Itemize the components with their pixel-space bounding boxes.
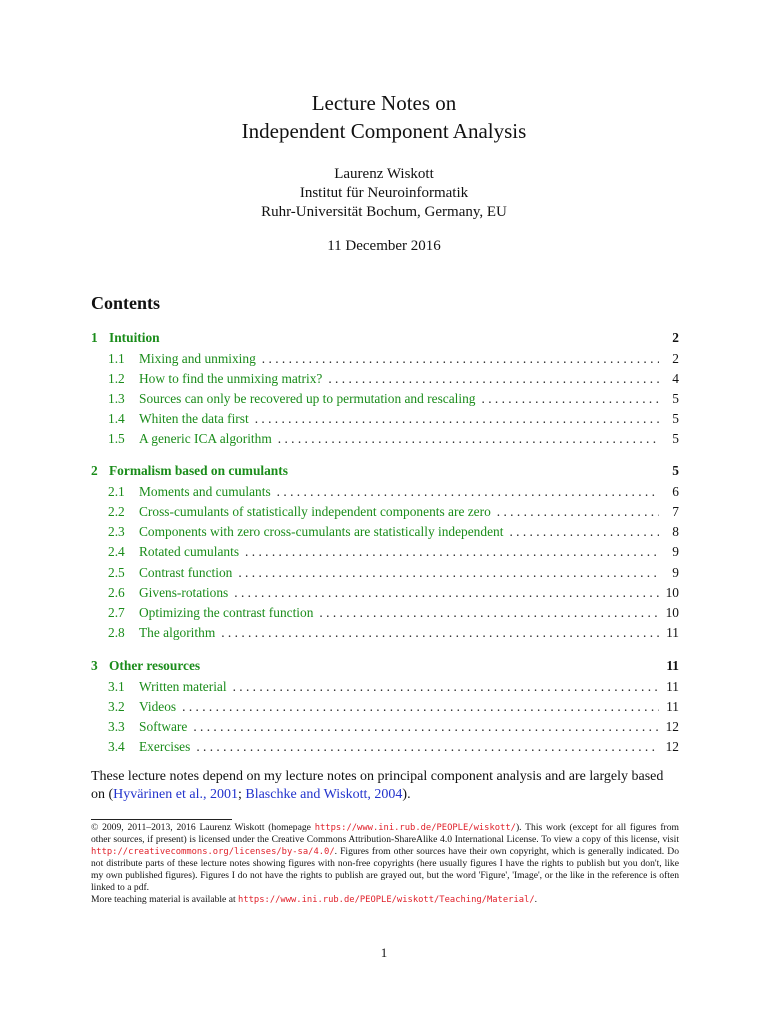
citation-blaschke[interactable]: Blaschke and Wiskott, 2004	[245, 787, 403, 802]
toc-leader	[234, 584, 659, 602]
toc-leader	[182, 698, 659, 716]
toc-number: 2	[91, 463, 98, 478]
toc-section-2[interactable]	[91, 462, 679, 480]
toc-leader	[233, 678, 659, 696]
toc-number: 3.4	[108, 739, 125, 754]
toc-link[interactable]: Givens-rotations	[139, 585, 229, 600]
toc-entry-1-1[interactable]	[91, 350, 679, 368]
toc-entry-2-8[interactable]	[91, 624, 679, 642]
toc-section-1[interactable]	[91, 329, 679, 347]
toc-leader	[262, 350, 659, 368]
footnote-teaching: More teaching material is available at	[91, 894, 239, 905]
toc-number: 2.4	[108, 544, 125, 559]
toc-page: 12	[665, 719, 679, 734]
toc-number: 1.3	[108, 391, 125, 406]
toc-number: 2.6	[108, 585, 125, 600]
affiliation-institute: Institut für Neuroinformatik	[299, 185, 469, 201]
toc-number: 1.1	[108, 351, 125, 366]
footnote-rule	[91, 819, 232, 820]
toc-entry-1-2[interactable]	[91, 370, 679, 388]
toc-number: 1.2	[108, 371, 125, 386]
toc-entry-1-3[interactable]	[91, 390, 679, 408]
toc-page: 5	[672, 411, 679, 426]
toc-page: 11	[666, 658, 679, 673]
toc-number: 3	[91, 658, 98, 673]
intro-text: These lecture notes depend on my lecture notes on principal component analysis and are largely based on	[91, 769, 664, 802]
author-name: Laurenz Wiskott	[334, 166, 434, 182]
toc-link[interactable]: Other resources	[109, 658, 201, 673]
toc-link[interactable]: Sources can only be recovered up to permutation and rescaling	[139, 391, 476, 406]
toc-number: 1	[91, 330, 98, 345]
toc-entry-1-5[interactable]	[91, 430, 679, 448]
toc-page: 11	[666, 679, 679, 694]
toc-entry-2-4[interactable]	[91, 543, 679, 561]
toc-leader	[277, 483, 659, 501]
contents-heading: Contents	[91, 293, 161, 313]
toc-number: 2.3	[108, 524, 125, 539]
toc-link[interactable]: Contrast function	[139, 565, 233, 580]
toc-leader	[196, 738, 659, 756]
footnote-figures-note: . Figures from other sources have their own copyright, which is generally indicated. Do not distribute parts of these lecture notes showing figures with non-free copyrights (here usually figures I have the rights to publish but you don't, like my own published figures). Figures I do not have the rights to publish are grayed out, but the word 'Figure', 'Image', or the like in the reference is often linked to a pdf.	[91, 846, 679, 893]
toc-entry-2-5[interactable]	[91, 564, 679, 582]
toc-link[interactable]: Formalism based on cumulants	[109, 463, 288, 478]
toc-leader	[255, 410, 659, 428]
document-date: 11 December 2016	[327, 238, 441, 254]
footnote-copyright: © 2009, 2011–2013, 2016 Laurenz Wiskott (homepage	[91, 822, 315, 833]
toc-entry-3-3[interactable]	[91, 718, 679, 736]
toc-entry-3-1[interactable]	[91, 678, 679, 696]
toc-link[interactable]: Rotated cumulants	[139, 544, 240, 559]
title-line-2: Independent Component Analysis	[241, 119, 527, 143]
footnote-license: ). This work (except for all figures from other sources, if present) is licensed under the Creative Commons Attribution-ShareAlike 4.0 International License. To view a copy of this license, visit	[91, 822, 679, 845]
toc-link[interactable]: How to find the unmixing matrix?	[139, 371, 323, 386]
toc-number: 2.5	[108, 565, 125, 580]
toc-page: 5	[672, 391, 679, 406]
toc-leader	[319, 604, 659, 622]
toc-entry-2-7[interactable]	[91, 604, 679, 622]
homepage-url-link[interactable]: https://www.ini.rub.de/PEOPLE/wiskott/	[314, 823, 516, 833]
toc-leader	[245, 543, 659, 561]
toc-number: 3.3	[108, 719, 125, 734]
toc-page: 10	[665, 585, 679, 600]
toc-entry-1-4[interactable]	[91, 410, 679, 428]
footnote-end: .	[534, 894, 538, 905]
toc-page: 10	[665, 605, 679, 620]
toc-page: 2	[672, 351, 679, 366]
closing-paren: ).	[402, 787, 411, 802]
toc-page: 6	[672, 484, 679, 499]
toc-page: 7	[672, 504, 679, 519]
toc-link[interactable]: Optimizing the contrast function	[139, 605, 314, 620]
toc-section-3[interactable]	[91, 657, 679, 675]
toc-page: 5	[672, 431, 679, 446]
toc-link[interactable]: A generic ICA algorithm	[139, 431, 272, 446]
toc-link[interactable]: Cross-cumulants of statistically independent components are zero	[139, 504, 491, 519]
toc-number: 2.2	[108, 504, 125, 519]
toc-entry-3-2[interactable]	[91, 698, 679, 716]
footnote	[91, 822, 679, 906]
toc-link[interactable]: Mixing and unmixing	[139, 351, 256, 366]
toc-entry-3-4[interactable]	[91, 738, 679, 756]
toc-page: 11	[666, 699, 679, 714]
toc-leader	[328, 370, 659, 388]
toc-entry-2-6[interactable]	[91, 584, 679, 602]
citation-separator: ;	[237, 787, 246, 802]
teaching-url-link[interactable]: https://www.ini.rub.de/PEOPLE/wiskott/Teaching/Material/	[238, 895, 535, 905]
toc-number: 1.5	[108, 431, 125, 446]
toc-link[interactable]: Videos	[139, 699, 177, 714]
toc-link[interactable]: The algorithm	[139, 625, 216, 640]
toc-number: 1.4	[108, 411, 125, 426]
toc-entry-2-1[interactable]	[91, 483, 679, 501]
affiliation-university: Ruhr-Universität Bochum, Germany, EU	[261, 204, 507, 220]
toc-leader	[482, 390, 659, 408]
toc-number: 2.7	[108, 605, 125, 620]
license-url-link[interactable]: http://creativecommons.org/licenses/by-sa/4.0/	[91, 847, 335, 857]
toc-page: 12	[665, 739, 679, 754]
toc-page: 9	[672, 544, 679, 559]
toc-page: 2	[672, 330, 679, 345]
toc-number: 2.1	[108, 484, 125, 499]
toc-entry-2-2[interactable]	[91, 503, 679, 521]
toc-page: 5	[672, 463, 679, 478]
toc-number: 2.8	[108, 625, 125, 640]
intro-paragraph	[91, 768, 679, 804]
toc-leader	[193, 718, 659, 736]
toc-page: 8	[672, 524, 679, 539]
toc-leader	[221, 624, 659, 642]
toc-link[interactable]: Moments and cumulants	[139, 484, 271, 499]
toc-leader	[509, 523, 659, 541]
toc-number: 3.2	[108, 699, 125, 714]
page-number: 1	[380, 945, 388, 960]
toc-page: 4	[672, 371, 679, 386]
open-paren: (	[108, 787, 114, 802]
toc-page: 11	[666, 625, 679, 640]
title-line-1: Lecture Notes on	[311, 91, 457, 115]
toc-leader	[238, 564, 659, 582]
toc-page: 9	[672, 565, 679, 580]
toc-link[interactable]: Exercises	[139, 739, 191, 754]
toc-number: 3.1	[108, 679, 125, 694]
toc-link[interactable]: Written material	[139, 679, 227, 694]
toc-link[interactable]: Whiten the data first	[139, 411, 249, 426]
toc-leader	[497, 503, 659, 521]
toc-link[interactable]: Software	[139, 719, 188, 734]
toc-link[interactable]: Intuition	[109, 330, 160, 345]
toc-link[interactable]: Components with zero cross-cumulants are statistically independent	[139, 524, 504, 539]
citation-hyvarinen[interactable]: Hyvärinen et al., 2001	[113, 787, 238, 802]
toc-entry-2-3[interactable]	[91, 523, 679, 541]
toc-leader	[278, 430, 659, 448]
